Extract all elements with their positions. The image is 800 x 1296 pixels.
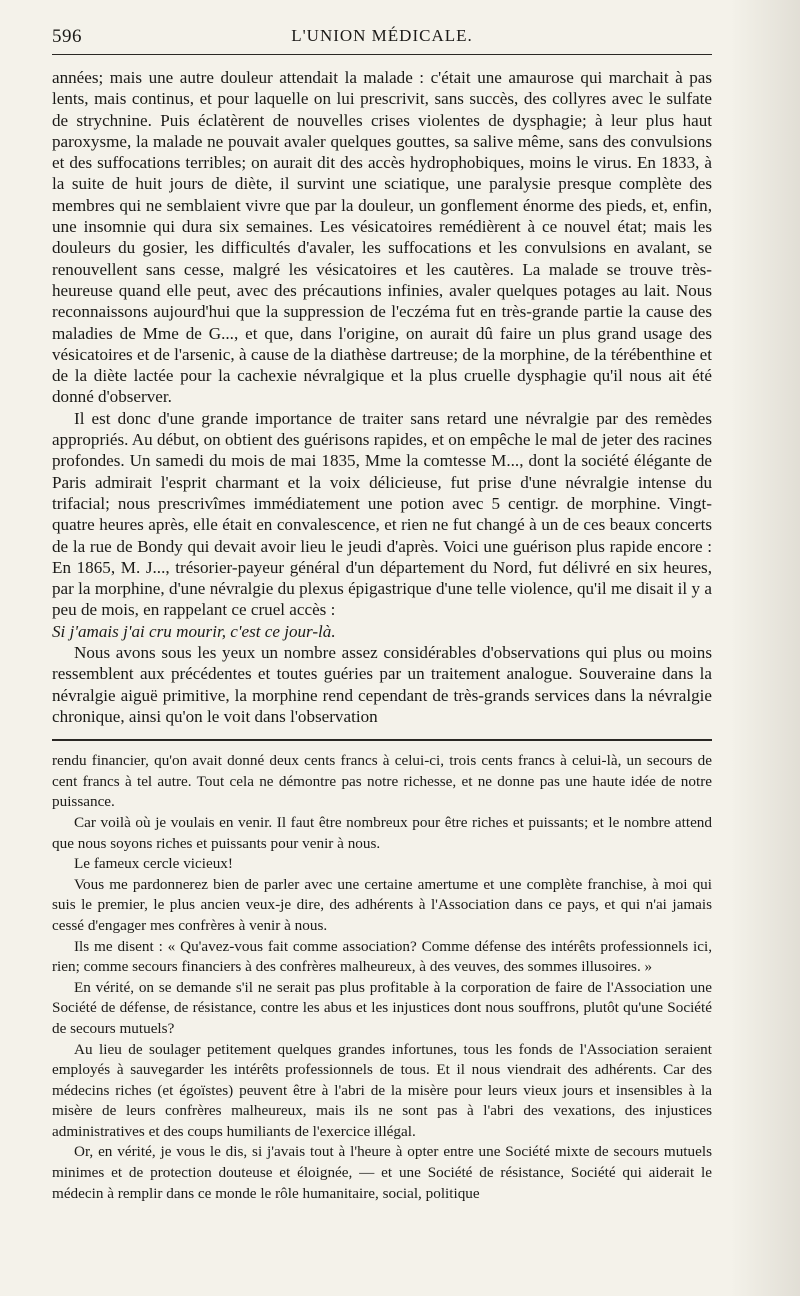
running-title: L'UNION MÉDICALE.	[291, 26, 473, 45]
main-paragraph-1: années; mais une autre douleur attendait la malade : c'était une amaurose qui marchait à pas lents, mais continus, et pour laquelle on lui prescrivit, sans succès, des collyres avec le sulfate de strychnine. Puis éclatèrent de nouvelles crises violentes de dysphagie; à leur plus haut paroxysme, la malade ne pouvait avaler quelques gouttes, sa salive même, sans des convulsions et des suffocations terribles; on aurait dit des accès hydrophobiques, moins le virus. En 1833, à la suite de huit jours de diète, il survint une sciatique, une paralysie presque complète des membres qui ne semblaient vivre que par la douleur, un gonflement énorme des pieds, et, enfin, une insomnie qui dura six semaines. Les vésicatoires remédièrent à ce nouvel état; mais les douleurs du gosier, les difficultés d'avaler, les suffocations et les convulsions en avalant, se renouvellent sans cesse, malgré les vésicatoires et les cautères. La malade se trouve très-heureuse quand elle peut, avec des précautions infinies, avaler quelques potages au lait. Nous reconnaissons aujourd'hui que la suppression de l'eczéma fut en très-grande partie la cause des maladies de Mme de G..., et que, dans l'origine, on aurait dû faire un plus grand usage des vésicatoires et de l'arsenic, à cause de la diathèse dartreuse; de la morphine, de la térébenthine et de la diète lactée pour la cachexie névralgique et la plus cruelle dysphagie qu'il nous ait été donné d'observer.	[52, 68, 712, 407]
main-quote: Si j'amais j'ai cru mourir, c'est ce jour-là.	[52, 621, 336, 641]
footnote-paragraph-8: Or, en vérité, je vous le dis, si j'avais tout à l'heure à opter entre une Société mixte de secours mutuels minimes et de protection douteuse et éloignée, — et une Société de résistance, Société qui aiderait le médecin à remplir dans ce monde le rôle humanitaire, social, politique	[52, 1143, 712, 1202]
footnote-text	[52, 751, 712, 1204]
page-header	[52, 20, 712, 55]
footnote-paragraph-6: En vérité, on se demande s'il ne serait pas plus profitable à la corporation de faire de l'Association une Société de défense, de résistance, contre les abus et les injustices dont nous souffrons, plutôt qu'une Société de secours mutuels?	[52, 978, 712, 1037]
main-paragraph-2: Il est donc d'une grande importance de traiter sans retard une névralgie par des remèdes appropriés. Au début, on obtient des guérisons rapides, et on empêche le mal de jeter des racines profondes. Un samedi du mois de mai 1835, Mme la comtesse M..., dont la société élégante de Paris admirait l'esprit charmant et la voix délicieuse, fut prise d'une névralgie intense du trifacial; nous prescrivîmes immédiatement une potion avec 5 centigr. de morphine. Vingt-quatre heures après, elle était en convalescence, et rien ne fut changé à un de ces beaux concerts de la rue de Bondy qui devait avoir lieu le jeudi d'après. Voici une guérison plus rapide encore : En 1865, M. J..., trésorier-payeur général d'un département du Nord, fut délivré en six heures, par la morphine, d'une névralgie du plexus épigastrique d'une telle violence, qu'il me disait il y a peu de mois, en rappelant ce cruel accès :	[52, 408, 712, 620]
footnote-paragraph-4: Vous me pardonnerez bien de parler avec une certaine amertume et une complète franchise, à moi qui suis le premier, le plus ancien veux-je dire, des adhérents à l'Association dans ce pays, et qui n'ai jamais cessé d'engager mes confrères à venir à nous.	[52, 875, 712, 934]
main-paragraph-3: Nous avons sous les yeux un nombre assez considérables d'observations qui plus ou moins ressemblent aux précédentes et toutes guéries par un traitement analogue. Souveraine dans la névralgie aiguë primitive, la morphine rend cependant de très-grands services dans la névralgie chronique, ainsi qu'on le voit dans l'observation	[52, 643, 712, 726]
page-gutter-shadow	[730, 0, 800, 1296]
footnote-paragraph-5: Ils me disent : « Qu'avez-vous fait comme association? Comme défense des intérêts professionnels ici, rien; comme secours financiers à des confrères malheureux, à des veuves, des sommes illusoires. »	[52, 937, 712, 976]
footnote-paragraph-3: Le fameux cercle vicieux!	[74, 855, 233, 873]
footnote-paragraph-1: rendu financier, qu'on avait donné deux cents francs à celui-ci, trois cents francs à celui-là, un secours de cent francs à tel autre. Tout cela ne démontre pas notre richesse, et ne donne pas une haute idée de notre puissance.	[52, 752, 712, 811]
page-number: 596	[52, 26, 82, 47]
footnote-paragraph-2: Car voilà où je voulais en venir. Il faut être nombreux pour être riches et puissants; et le nombre attend que nous soyons riches et puissants pour venir à nous.	[52, 813, 712, 852]
main-text	[52, 67, 712, 727]
footnote-divider	[52, 739, 712, 741]
footnote-paragraph-7: Au lieu de soulager petitement quelques grandes infortunes, tous les fonds de l'Association seraient employés à sauvegarder les intérêts professionnels de tous. Et il nous viendrait des adhérents. Car des médecins riches (et égoïstes) peuvent être à l'abri de la misère pour leurs vieux jours et insensibles à la misère de leurs confrères malheureux, mais ils ne sont pas à l'abri des vexations, des injustices administratives et des coups humiliants de l'exercice illégal.	[52, 1040, 712, 1140]
